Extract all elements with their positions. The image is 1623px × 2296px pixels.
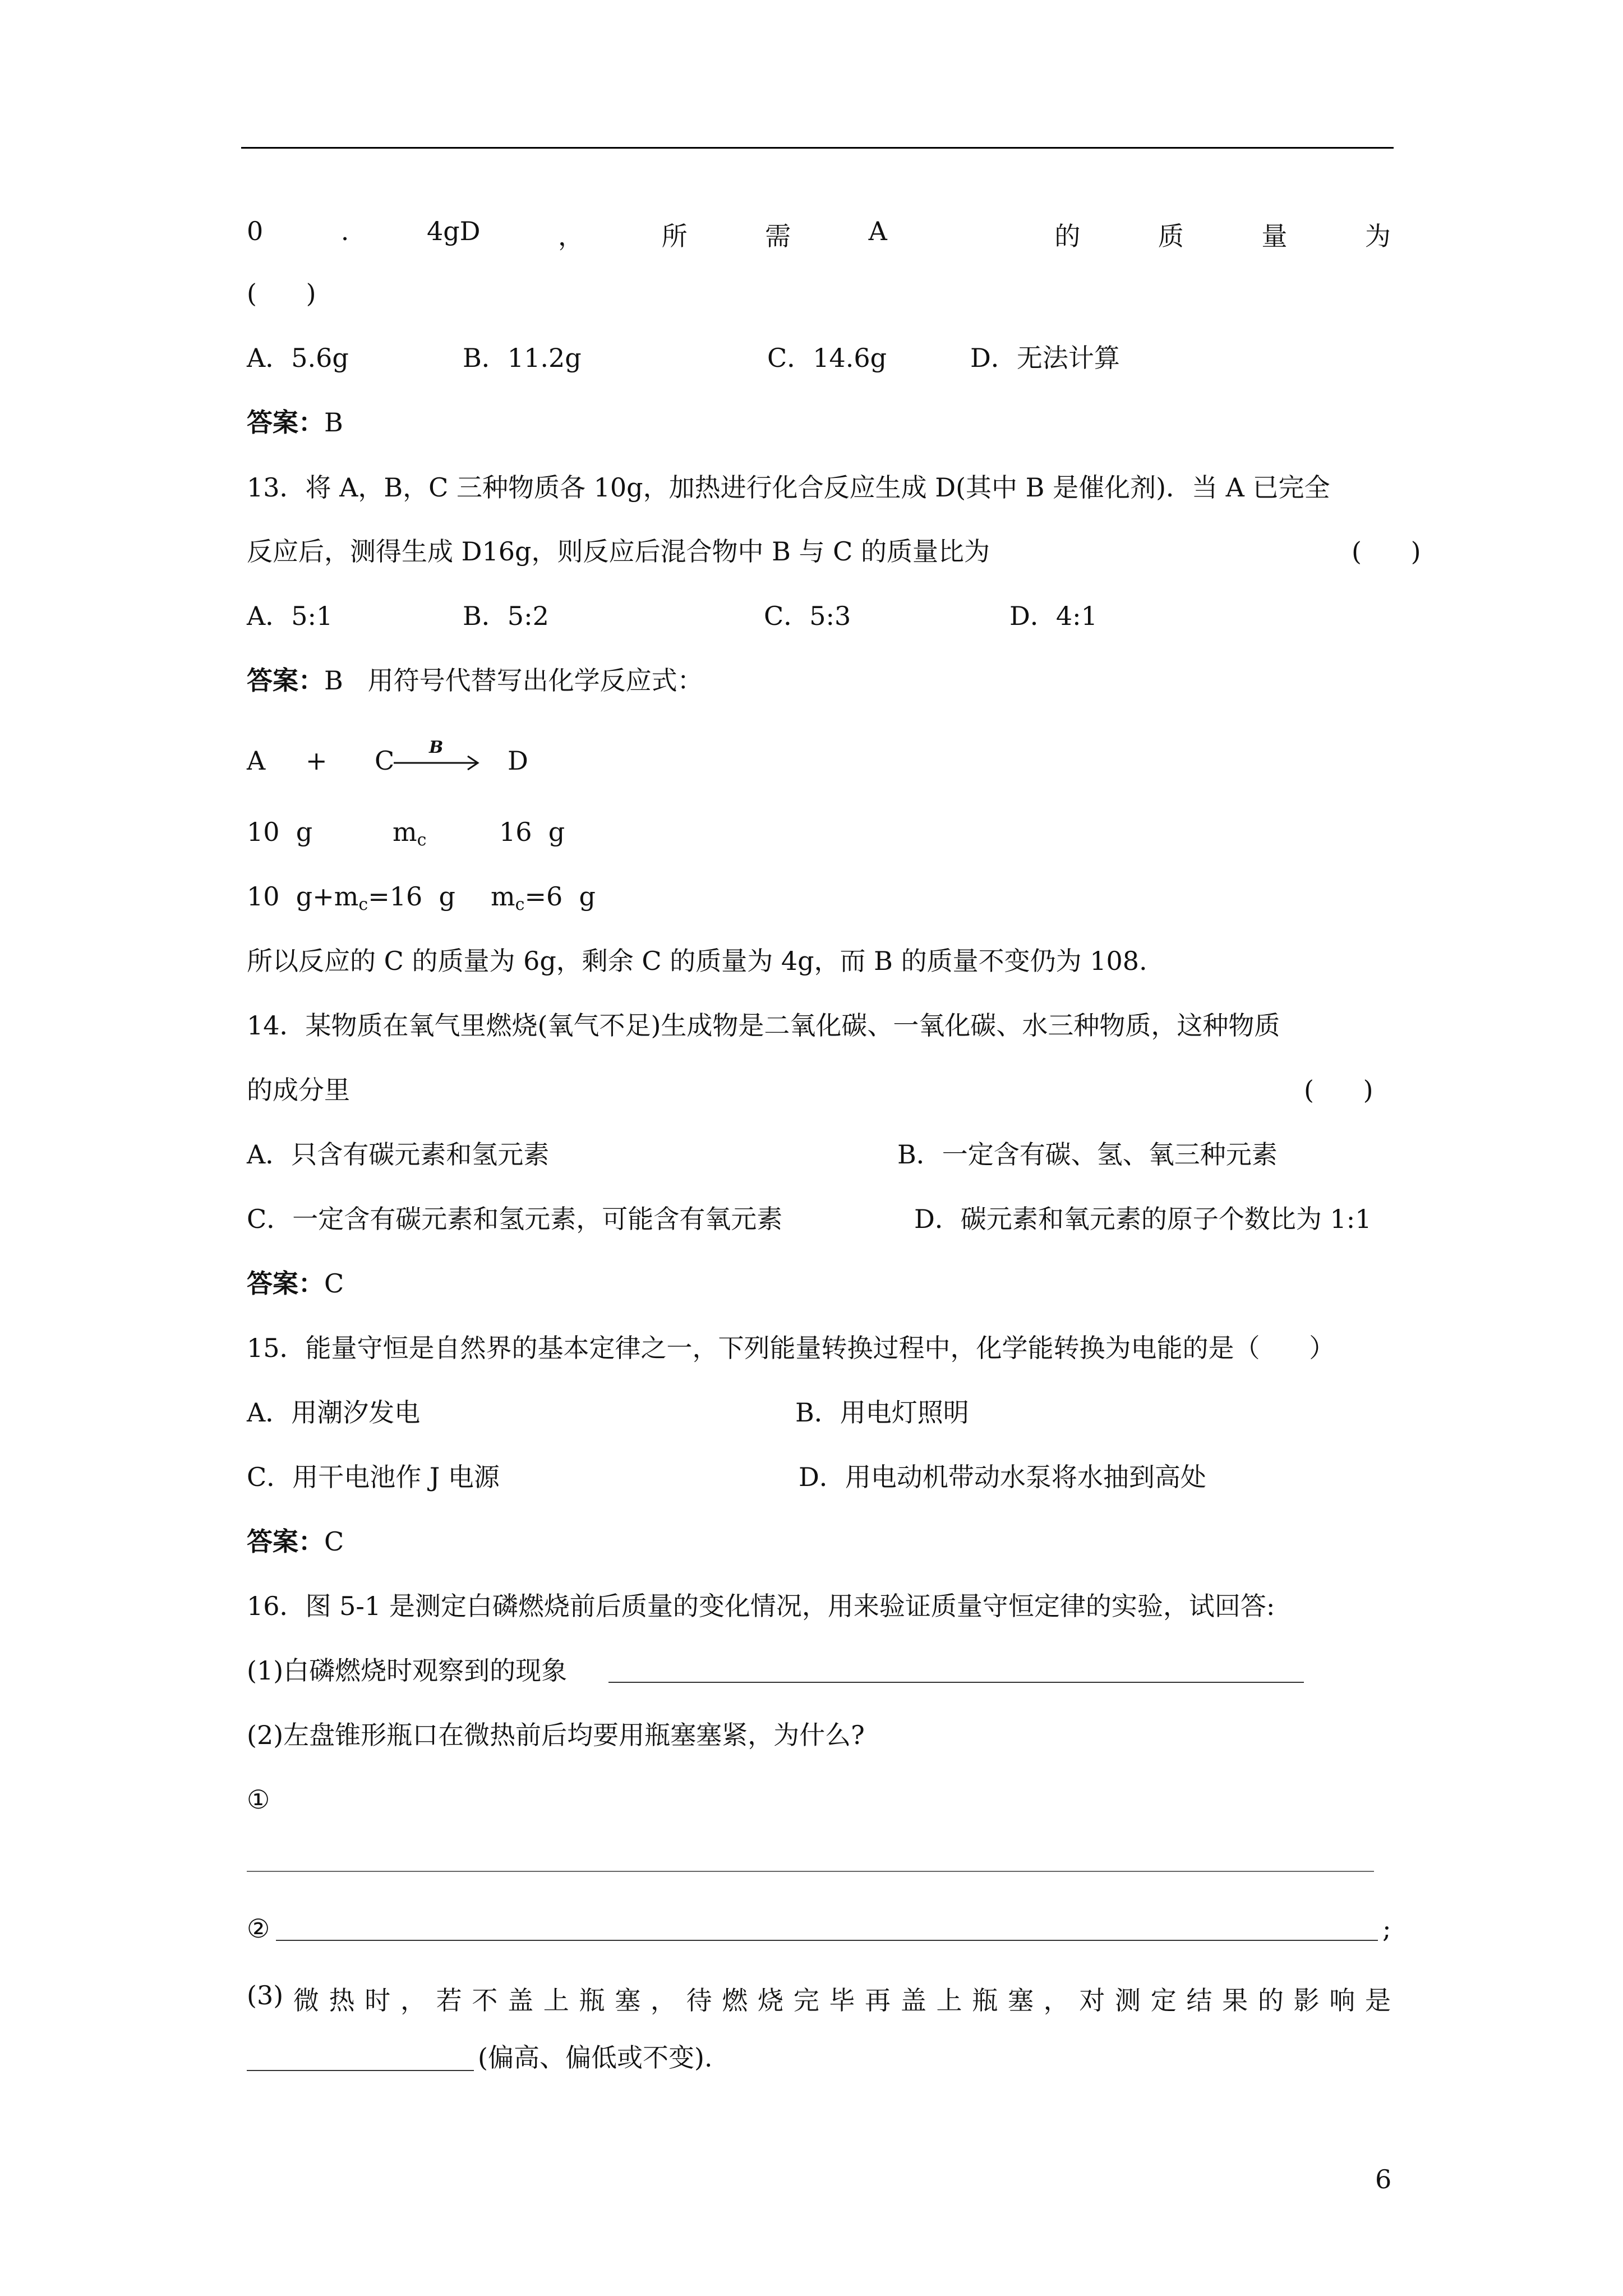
page-number: 6 (1375, 2164, 1392, 2194)
q16-sub3-end: (偏高、偏低或不变). (478, 2042, 713, 2073)
mass-row1-a: 10 g (247, 817, 313, 847)
q14-paren: ( ) (1304, 1075, 1373, 1105)
q13-option-b: B．5:2 (463, 601, 549, 631)
mass-row1-c: $m_c$ (393, 817, 427, 850)
mass-row2-right: $m_c=6$ g (491, 881, 596, 914)
q12-option-c: C．14.6g (767, 343, 887, 373)
q13-conclusion: 所以反应的 C 的质量为 6g，剩余 C 的质量为 4g，而 B 的质量不变仍为 108. (247, 946, 1147, 976)
q13-option-c: C．5:3 (764, 601, 851, 631)
mass-row2-left: 10 $g+m_c=16$ g (247, 881, 455, 914)
q16-line1: 16．图 5-1 是测定白磷燃烧前后质量的变化情况，用来验证质量守恒定律的实验，试回答: (247, 1591, 1275, 1621)
q13-answer: 答案：B 用符号代替写出化学反应式： (247, 665, 703, 696)
q12-option-a: A．5.6g (247, 343, 349, 373)
q12-option-b: B．11.2g (463, 343, 582, 373)
eq-reactant-a: A (247, 746, 266, 776)
eq-plus: + (306, 746, 328, 776)
q13-line1: 13．将 A，B，C 三种物质各 10g，加热进行化合反应生成 D(其中 B 是催化剂)．当 A 已完全 (247, 472, 1330, 503)
q13-option-d: D．4:1 (1009, 601, 1098, 631)
q15-option-c: C．用干电池作 J 电源 (247, 1462, 500, 1492)
q16-sub3: (3) 微 热 时 ， 若 不 盖 上 瓶 塞 ， 待 燃 烧 完 毕 再 盖 上 瓶 塞 ， 对 测 定 结 果 的 影 响 是 (247, 1980, 1391, 2016)
q16-circle1-blank (247, 1871, 1374, 1872)
q16-circle2-blank (276, 1940, 1378, 1941)
q13-line2: 反应后，测得生成 D16g，则反应后混合物中 B 与 C 的质量比为 (247, 536, 990, 567)
q14-option-a: A．只含有碳元素和氢元素 (247, 1139, 550, 1170)
q14-option-b: B．一定含有碳、氢、氧三种元素 (897, 1139, 1278, 1170)
q12-paren: ( ) (247, 278, 316, 309)
q15-option-b: B．用电灯照明 (795, 1397, 969, 1428)
q14-answer: 答案：C (247, 1268, 344, 1299)
q16-sub1-blank (608, 1682, 1304, 1683)
q16-sub3-blank (247, 2070, 474, 2071)
q16-sub1: (1)白磷燃烧时观察到的现象 (247, 1655, 568, 1686)
q13-option-a: A．5:1 (247, 601, 333, 631)
q15-answer: 答案：C (247, 1526, 344, 1557)
q14-option-c: C．一定含有碳元素和氢元素，可能含有氧元素 (247, 1204, 783, 1234)
q12-line1: 0 . 4gD ， 所 需 A 的 质 量 为 (247, 216, 1391, 251)
q15-option-d: D．用电动机带动水泵将水抽到高处 (799, 1462, 1206, 1492)
q14-line2: 的成分里 (247, 1075, 350, 1105)
q16-semicolon: ; (1382, 1913, 1391, 1944)
q16-circle1: ① (247, 1784, 270, 1815)
mass-row1-d: 16 g (499, 817, 565, 847)
q12-answer: 答案：B (247, 407, 343, 438)
eq-catalyst-label: B (429, 738, 444, 757)
q14-option-d: D．碳元素和氧元素的原子个数比为 1:1 (914, 1204, 1372, 1234)
q16-circle2: ② (247, 1913, 270, 1944)
eq-reactant-c: C (375, 746, 395, 776)
q15-option-a: A．用潮汐发电 (247, 1397, 421, 1428)
q14-line1: 14．某物质在氧气里燃烧(氧气不足)生成物是二氧化碳、一氧化碳、水三种物质，这种物质 (247, 1010, 1280, 1041)
q13-paren: ( ) (1352, 536, 1421, 567)
reaction-arrow-icon (393, 752, 482, 774)
q16-sub2: (2)左盘锥形瓶口在微热前后均要用瓶塞塞紧，为什么? (247, 1720, 865, 1750)
header-rule (241, 147, 1394, 149)
q15-line1: 15．能量守恒是自然界的基本定律之一，下列能量转换过程中，化学能转换为电能的是（ ） (247, 1333, 1335, 1363)
q12-option-d: D．无法计算 (970, 343, 1120, 373)
eq-product-d: D (508, 746, 528, 776)
